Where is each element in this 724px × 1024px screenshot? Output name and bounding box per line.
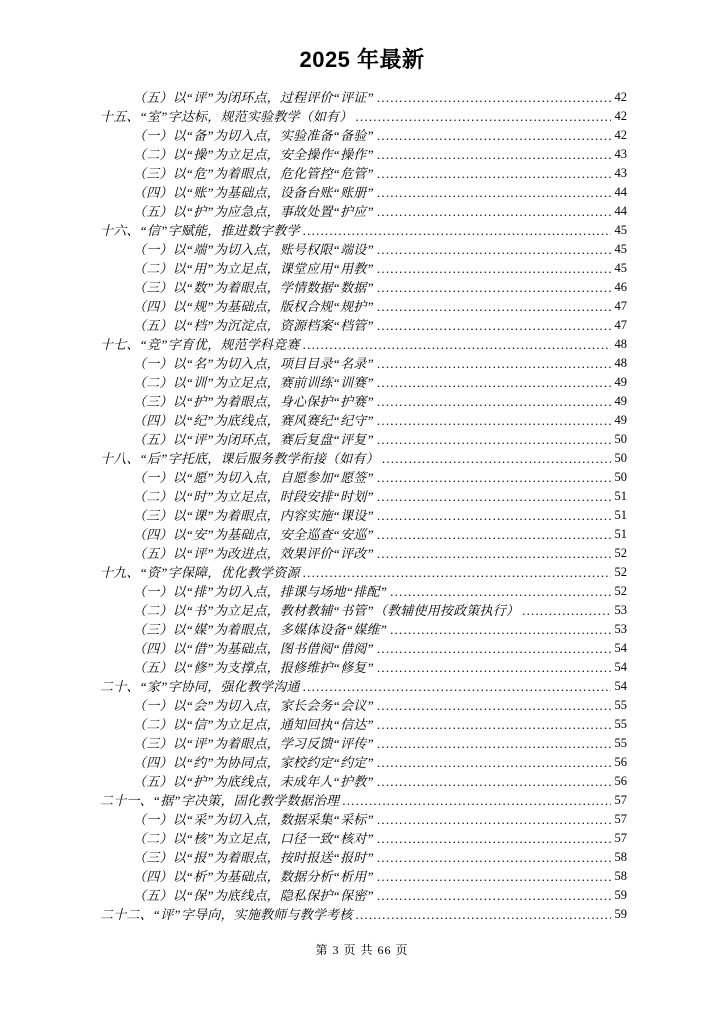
toc-sub-entry <box>100 886 627 905</box>
dot-leader <box>377 392 611 411</box>
toc-entry-text: （五）以“评”为闭环点，过程评价“评证” <box>133 90 374 105</box>
toc-entry-page: 57 <box>614 812 627 826</box>
toc-sub-entry <box>100 183 627 202</box>
toc-sub-entry <box>100 829 627 848</box>
toc-sub-entry <box>100 202 627 221</box>
dot-leader <box>377 202 611 221</box>
toc-entry-page: 58 <box>614 850 627 864</box>
toc-entry-page: 57 <box>614 793 627 807</box>
toc-sub-entry <box>100 810 627 829</box>
dot-leader <box>355 107 611 126</box>
toc-sub-entry <box>100 867 627 886</box>
toc-entry-text: （四）以“借”为基础点，图书借阅“借阅” <box>133 641 374 656</box>
toc-entry-page: 47 <box>614 318 627 332</box>
toc-entry-page: 54 <box>614 679 627 693</box>
toc-sub-entry <box>100 145 627 164</box>
toc-sub-entry <box>100 487 627 506</box>
toc-entry-text: （五）以“评”为改进点，效果评价“评改” <box>133 546 374 561</box>
toc-entry-text: （一）以“采”为切入点，数据采集“采标” <box>133 812 374 827</box>
dot-leader <box>377 164 611 183</box>
toc-entry-page: 49 <box>614 394 627 408</box>
toc-entry-page: 56 <box>614 774 627 788</box>
toc-entry-text: （五）以“护”为应急点，事故处置“护应” <box>133 204 374 219</box>
toc-entry-text: （五）以“评”为闭环点，赛后复盘“评复” <box>133 432 374 447</box>
toc-sub-entry <box>100 639 627 658</box>
dot-leader <box>382 449 611 468</box>
dot-leader <box>377 772 611 791</box>
page-footer <box>0 941 724 958</box>
toc-entry-text: （三）以“媒”为着眼点，多媒体设备“媒维” <box>133 622 388 637</box>
dot-leader <box>377 259 611 278</box>
toc-entry-text: （一）以“备”为切入点，实验准备“备验” <box>133 128 374 143</box>
toc-entry-text: （四）以“安”为基础点，安全巡查“安巡” <box>133 527 374 542</box>
dot-leader <box>522 601 611 620</box>
toc-entry-text: （一）以“排”为切入点，排课与场地“排配” <box>133 584 388 599</box>
toc-entry-page: 45 <box>614 242 627 256</box>
toc-sub-entry <box>100 392 627 411</box>
toc-entry-page: 58 <box>614 869 627 883</box>
dot-leader <box>377 88 611 107</box>
toc-entry-page: 59 <box>614 907 627 921</box>
dot-leader <box>377 810 611 829</box>
toc-entry-page: 53 <box>614 603 627 617</box>
toc-sub-entry <box>100 278 627 297</box>
toc-entry-page: 51 <box>614 489 627 503</box>
dot-leader <box>377 183 611 202</box>
dot-leader <box>355 905 611 924</box>
toc-entry-page: 42 <box>614 90 627 104</box>
toc-entry-text: （四）以“纪”为底线点，赛风赛纪“纪守” <box>133 413 374 428</box>
toc-entry-text: （二）以“时”为立足点，时段安排“时划” <box>133 489 374 504</box>
dot-leader <box>377 506 611 525</box>
toc-sub-entry <box>100 373 627 392</box>
dot-leader <box>303 335 611 354</box>
toc-entry-text: （五）以“护”为底线点，未成年人“护教” <box>133 774 374 789</box>
toc-entry-text: （四）以“账”为基础点，设备台账“账册” <box>133 185 374 200</box>
toc-entry-page: 50 <box>614 470 627 484</box>
toc-sub-entry <box>100 126 627 145</box>
toc-sub-entry <box>100 240 627 259</box>
dot-leader <box>377 354 611 373</box>
toc-sub-entry <box>100 544 627 563</box>
dot-leader <box>377 430 611 449</box>
dot-leader <box>377 829 611 848</box>
toc-entry-text: （二）以“用”为立足点，课堂应用“用教” <box>133 261 374 276</box>
toc-entry-text: 二十二、“评”字导向，实施教师与教学考核 <box>100 907 353 922</box>
dot-leader <box>377 544 611 563</box>
dot-leader <box>342 791 611 810</box>
toc-entry-page: 57 <box>614 831 627 845</box>
toc-entry-page: 52 <box>614 584 627 598</box>
toc-sub-entry <box>100 601 627 620</box>
dot-leader <box>377 373 611 392</box>
toc-sub-entry <box>100 715 627 734</box>
toc-entry-text: （二）以“信”为立足点，通知回执“信达” <box>133 717 374 732</box>
table-of-contents <box>100 88 627 924</box>
toc-section-entry <box>100 563 627 582</box>
dot-leader <box>377 639 611 658</box>
toc-section-entry <box>100 335 627 354</box>
toc-entry-text: （五）以“修”为支撑点，报修维护“修复” <box>133 660 374 675</box>
dot-leader <box>377 658 611 677</box>
toc-entry-text: （三）以“数”为着眼点，学情数据“数据” <box>133 280 374 295</box>
toc-entry-text: 十六、“信”字赋能，推进数字教学 <box>100 223 300 238</box>
toc-entry-page: 50 <box>614 451 627 465</box>
toc-entry-text: （五）以“保”为底线点，隐私保护“保密” <box>133 888 374 903</box>
dot-leader <box>377 867 611 886</box>
dot-leader <box>377 848 611 867</box>
toc-entry-text: （四）以“约”为协同点，家校约定“约定” <box>133 755 374 770</box>
toc-entry-page: 52 <box>614 546 627 560</box>
toc-entry-page: 53 <box>614 622 627 636</box>
toc-sub-entry <box>100 582 627 601</box>
dot-leader <box>303 563 611 582</box>
dot-leader <box>377 240 611 259</box>
dot-leader <box>377 126 611 145</box>
toc-sub-entry <box>100 88 627 107</box>
toc-entry-page: 49 <box>614 413 627 427</box>
toc-entry-page: 51 <box>614 508 627 522</box>
toc-entry-text: （四）以“规”为基础点，版权合规“规护” <box>133 299 374 314</box>
toc-sub-entry <box>100 297 627 316</box>
toc-sub-entry <box>100 506 627 525</box>
toc-section-entry <box>100 107 627 126</box>
toc-section-entry <box>100 791 627 810</box>
dot-leader <box>377 411 611 430</box>
toc-entry-text: 二十、“家”字协同，强化教学沟通 <box>100 679 300 694</box>
toc-sub-entry <box>100 772 627 791</box>
toc-sub-entry <box>100 734 627 753</box>
toc-entry-page: 59 <box>614 888 627 902</box>
toc-sub-entry <box>100 259 627 278</box>
toc-entry-page: 56 <box>614 755 627 769</box>
toc-entry-text: （二）以“核”为立足点，口径一致“核对” <box>133 831 374 846</box>
toc-sub-entry <box>100 658 627 677</box>
toc-entry-page: 55 <box>614 736 627 750</box>
toc-entry-text: （四）以“析”为基础点，数据分析“析用” <box>133 869 374 884</box>
dot-leader <box>303 677 611 696</box>
dot-leader <box>390 620 611 639</box>
dot-leader <box>377 696 611 715</box>
toc-entry-page: 48 <box>614 337 627 351</box>
toc-sub-entry <box>100 430 627 449</box>
toc-entry-page: 42 <box>614 109 627 123</box>
toc-entry-text: 十九、“资”字保障，优化教学资源 <box>100 565 300 580</box>
toc-sub-entry <box>100 696 627 715</box>
toc-entry-text: 十八、“后”字托底，课后服务教学衔接（如有） <box>100 451 379 466</box>
toc-sub-entry <box>100 468 627 487</box>
page-title: 2025 年最新 <box>299 47 425 72</box>
toc-entry-page: 55 <box>614 717 627 731</box>
toc-entry-page: 44 <box>614 185 627 199</box>
toc-entry-text: （三）以“报”为着眼点，按时报送“报时” <box>133 850 374 865</box>
toc-entry-text: （一）以“会”为切入点，家长会务“会议” <box>133 698 374 713</box>
dot-leader <box>377 297 611 316</box>
toc-entry-text: （一）以“愿”为切入点，自愿参加“愿签” <box>133 470 374 485</box>
toc-entry-page: 54 <box>614 660 627 674</box>
dot-leader <box>377 487 611 506</box>
toc-entry-page: 48 <box>614 356 627 370</box>
toc-entry-page: 42 <box>614 128 627 142</box>
toc-entry-text: （三）以“危”为着眼点，危化管控“危管” <box>133 166 374 181</box>
toc-sub-entry <box>100 848 627 867</box>
toc-entry-text: 十五、“室”字达标，规范实验教学（如有） <box>100 109 353 124</box>
toc-entry-page: 46 <box>614 280 627 294</box>
toc-entry-page: 43 <box>614 166 627 180</box>
toc-entry-text: （五）以“档”为沉淀点，资源档案“档管” <box>133 318 374 333</box>
toc-entry-page: 45 <box>614 261 627 275</box>
toc-sub-entry <box>100 411 627 430</box>
toc-section-entry <box>100 449 627 468</box>
toc-entry-page: 55 <box>614 698 627 712</box>
toc-sub-entry <box>100 620 627 639</box>
toc-section-entry <box>100 221 627 240</box>
dot-leader <box>377 753 611 772</box>
toc-entry-page: 52 <box>614 565 627 579</box>
dot-leader <box>377 316 611 335</box>
toc-entry-text: （三）以“课”为着眼点，内容实施“课设” <box>133 508 374 523</box>
dot-leader <box>377 278 611 297</box>
toc-entry-text: （三）以“护”为着眼点，身心保护“护赛” <box>133 394 374 409</box>
toc-entry-text: （一）以“端”为切入点，账号权限“端设” <box>133 242 374 257</box>
toc-entry-text: （二）以“训”为立足点，赛前训练“训赛” <box>133 375 374 390</box>
toc-section-entry <box>100 905 627 924</box>
toc-entry-text: 十七、“竞”字育优，规范学科竞赛 <box>100 337 300 352</box>
toc-entry-page: 47 <box>614 299 627 313</box>
toc-entry-text: 二十一、“据”字决策，固化教学数据治理 <box>100 793 340 808</box>
toc-entry-text: （三）以“评”为着眼点，学习反馈“评传” <box>133 736 374 751</box>
toc-sub-entry <box>100 164 627 183</box>
dot-leader <box>377 734 611 753</box>
dot-leader <box>377 145 611 164</box>
toc-entry-page: 49 <box>614 375 627 389</box>
toc-sub-entry <box>100 316 627 335</box>
toc-entry-text: （二）以“操”为立足点，安全操作“操作” <box>133 147 374 162</box>
toc-entry-page: 51 <box>614 527 627 541</box>
dot-leader <box>377 715 611 734</box>
dot-leader <box>390 582 611 601</box>
toc-entry-page: 45 <box>614 223 627 237</box>
toc-entry-text: （二）以“书”为立足点，教材教辅“书管”（教辅使用按政策执行） <box>133 603 520 618</box>
toc-section-entry <box>100 677 627 696</box>
toc-entry-text: （一）以“名”为切入点，项目目录“名录” <box>133 356 374 371</box>
toc-sub-entry <box>100 354 627 373</box>
toc-entry-page: 50 <box>614 432 627 446</box>
toc-entry-page: 44 <box>614 204 627 218</box>
dot-leader <box>377 468 611 487</box>
dot-leader <box>303 221 611 240</box>
toc-entry-page: 54 <box>614 641 627 655</box>
dot-leader <box>377 886 611 905</box>
page-footer-text: 第 3 页 共 66 页 <box>315 943 409 957</box>
toc-sub-entry <box>100 525 627 544</box>
dot-leader <box>377 525 611 544</box>
toc-sub-entry <box>100 753 627 772</box>
toc-entry-page: 43 <box>614 147 627 161</box>
